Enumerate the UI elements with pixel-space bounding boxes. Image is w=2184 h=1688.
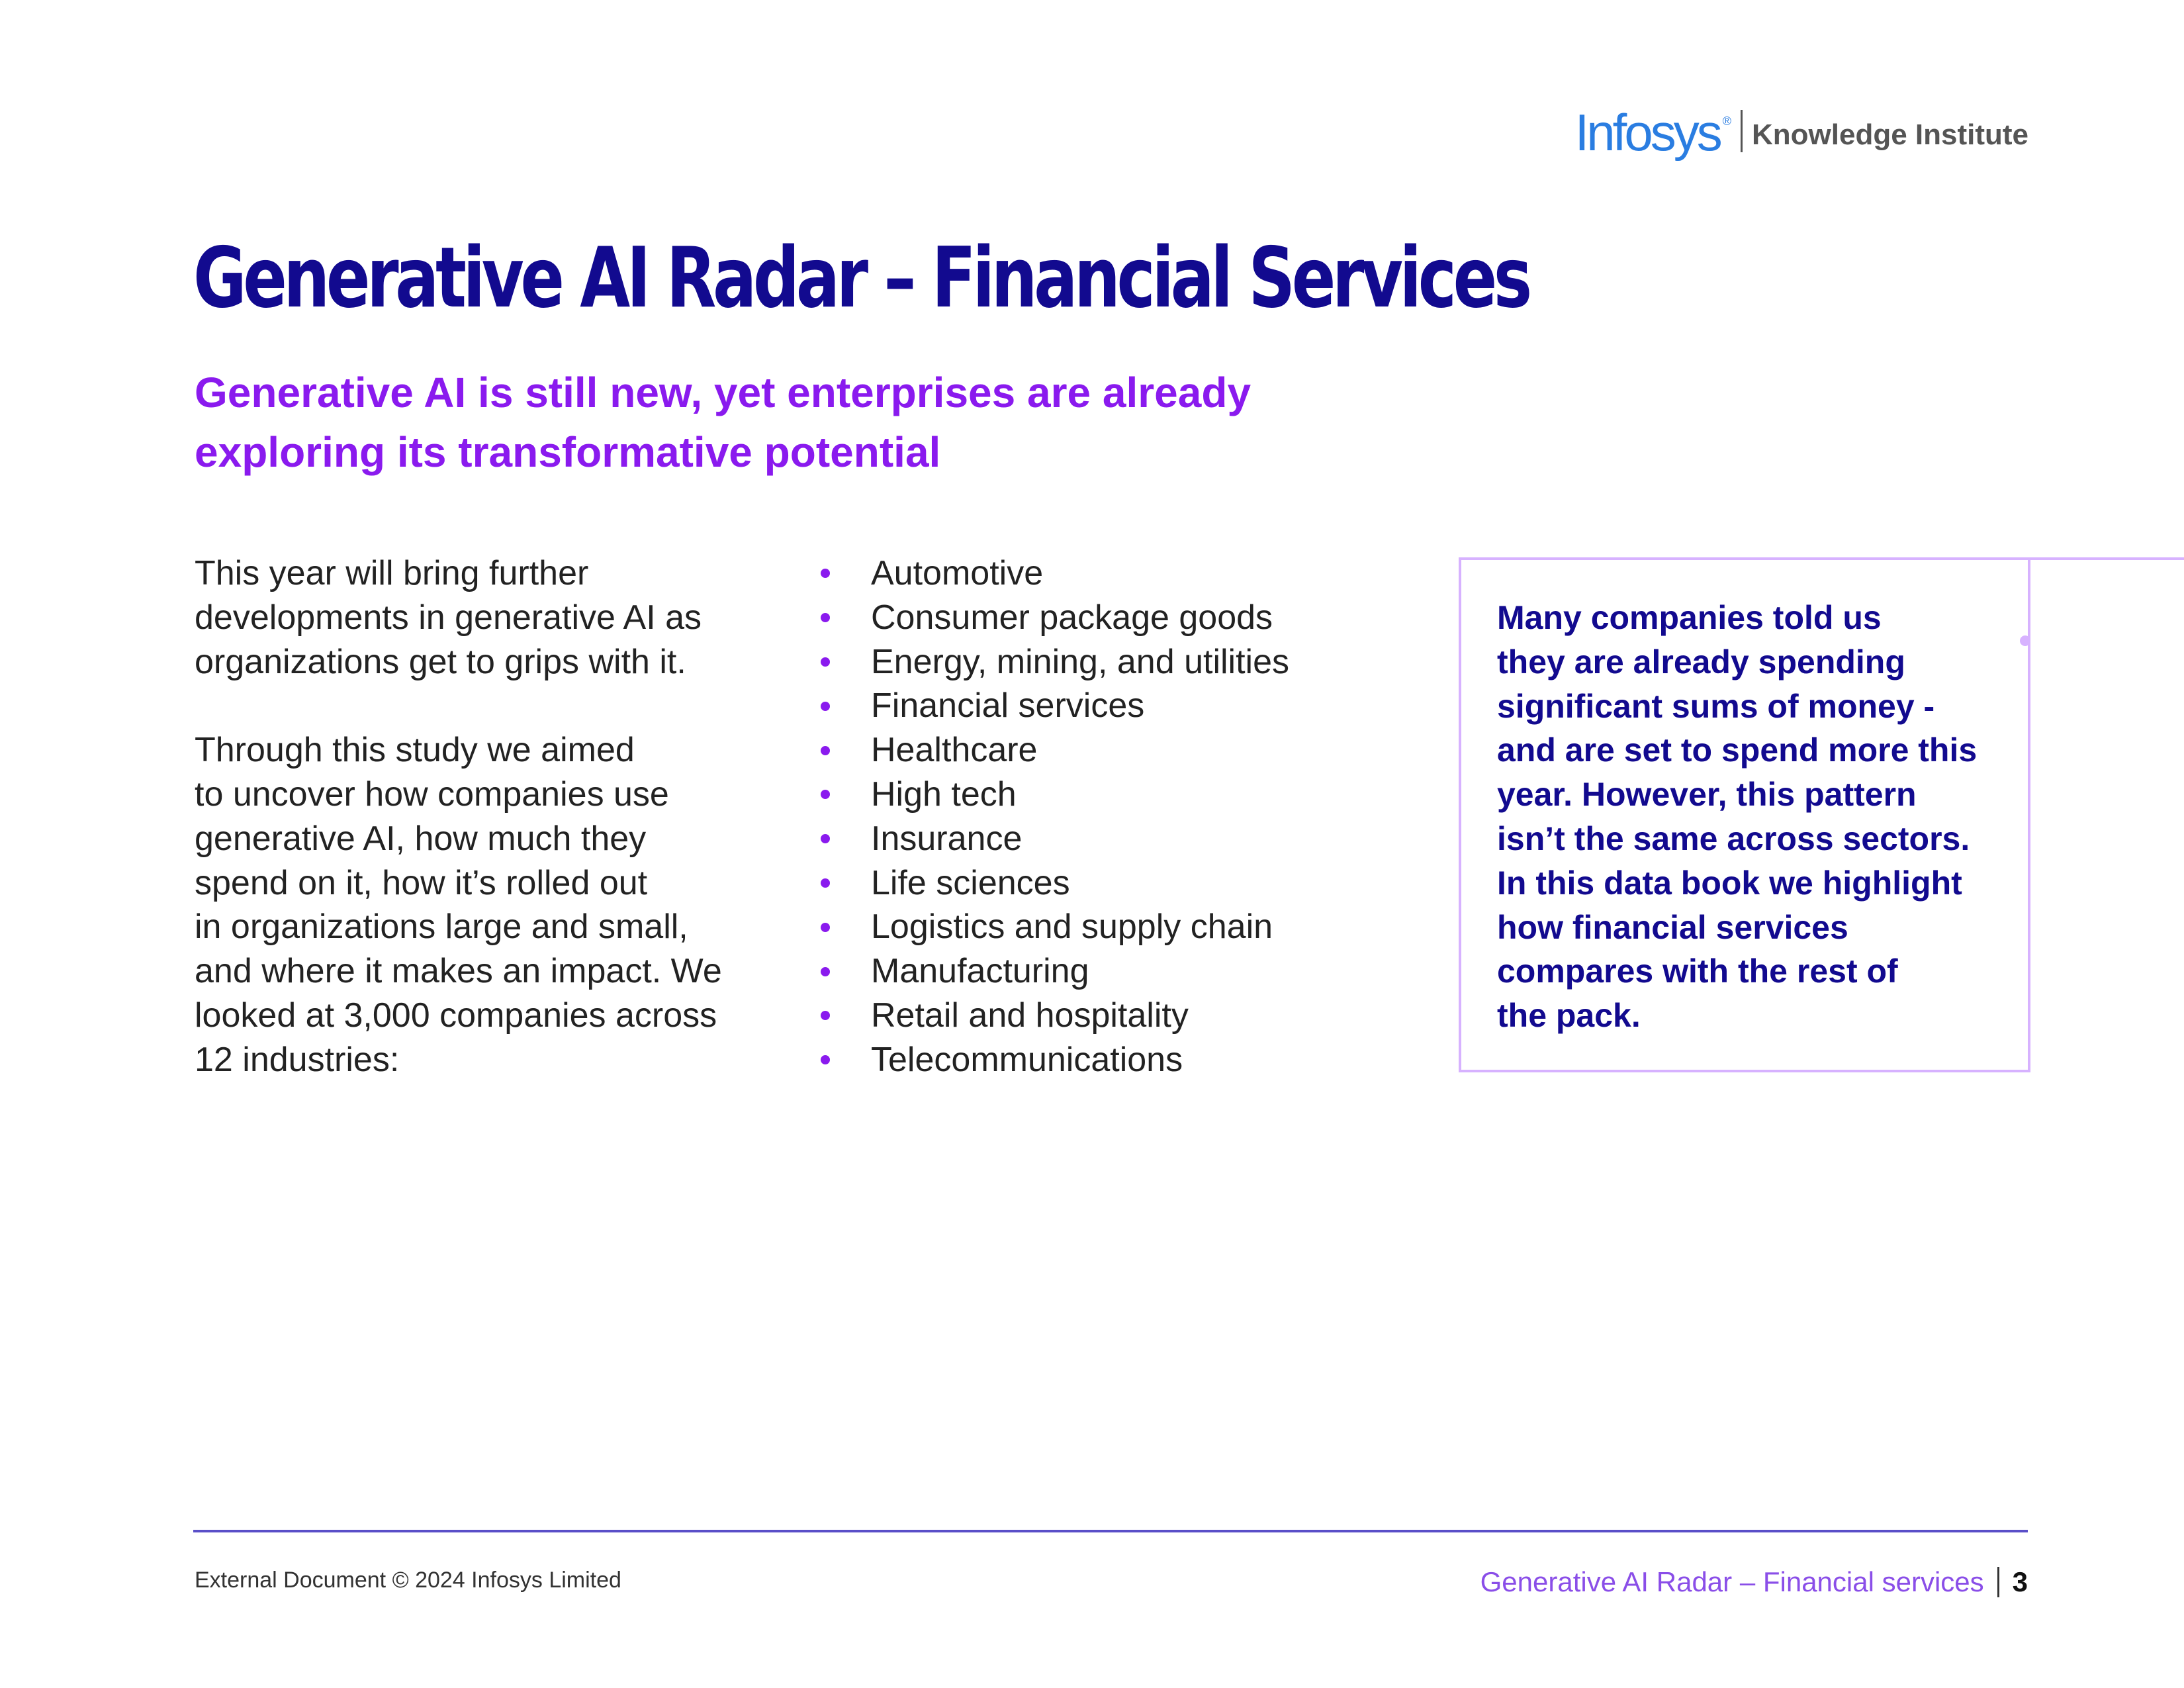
footer-separator: [1997, 1567, 1999, 1597]
logo-subtitle: Knowledge Institute: [1752, 118, 2028, 151]
list-item: [821, 994, 1289, 1038]
list-item: [821, 905, 1289, 949]
list-item: [821, 773, 1289, 817]
bullet-icon: [821, 878, 830, 888]
infosys-logo: [1574, 99, 2028, 162]
list-item: [821, 640, 1289, 684]
industry-label: Energy, mining, and utilities: [871, 642, 1290, 681]
industry-label: Life sciences: [871, 863, 1070, 902]
intro-text: [195, 551, 777, 1126]
industry-label: Manufacturing: [871, 952, 1089, 991]
list-item: [821, 949, 1289, 994]
footer-divider: [193, 1530, 2028, 1532]
bullet-icon: [821, 790, 830, 799]
logo-separator: [1741, 110, 1743, 152]
logo-brand: Infosys: [1574, 103, 1720, 162]
bullet-icon: [821, 923, 830, 932]
industry-list: [821, 551, 1289, 1082]
bullet-icon: [821, 967, 830, 976]
bullet-icon: [821, 1055, 830, 1064]
subtitle-text: Generative AI is still new, yet enterprises are already exploring its transformative potential: [195, 369, 1251, 476]
industry-label: Automotive: [871, 554, 1044, 592]
list-item: [821, 728, 1289, 773]
bullet-icon: [821, 834, 830, 843]
page-title: Generative AI Radar – Financial Services: [193, 229, 1529, 326]
footer-copyright: External Document © 2024 Infosys Limited: [195, 1568, 621, 1593]
page-number: 3: [2012, 1566, 2028, 1597]
industry-label: Logistics and supply chain: [871, 908, 1273, 947]
industry-label: Healthcare: [871, 731, 1038, 770]
logo-registered-mark: ®: [1722, 115, 1731, 128]
callout-text: Many companies told us they are already spending significant sums of money - and are set to spend more this year. However, this pattern isn’t the same across sectors. In this data book we highlight how financial services compares with the rest of the pack.: [1497, 599, 1978, 1035]
bullet-icon: [821, 746, 830, 755]
bullet-icon: [821, 1011, 830, 1020]
industry-label: Financial services: [871, 686, 1145, 726]
bullet-icon: [821, 657, 830, 667]
list-item: [821, 817, 1289, 861]
callout-border-extension: [2028, 557, 2184, 560]
industry-label: Consumer package goods: [871, 598, 1273, 637]
industry-label: Retail and hospitality: [871, 996, 1189, 1035]
intro-paragraph-1: This year will bring further developments in generative AI as organizations get to grips with it.: [195, 554, 702, 681]
list-item: [821, 596, 1289, 640]
intro-paragraph-2: Through this study we aimed to uncover how companies use generative AI, how much they spend on it, how it’s rolled out in organizations large and small, and where it makes an impact. We looked at 3,000 companies across 12 industries:: [195, 731, 722, 1079]
list-item: [821, 684, 1289, 728]
industry-label: Telecommunications: [871, 1040, 1183, 1079]
list-item: [821, 551, 1289, 596]
list-item: [821, 861, 1289, 906]
bullet-icon: [821, 569, 830, 578]
bullet-icon: [821, 613, 830, 622]
industry-label: High tech: [871, 774, 1017, 814]
footer-document-title: Generative AI Radar – Financial services: [1480, 1566, 1984, 1597]
page-subtitle: [195, 363, 1386, 482]
list-item: [821, 1038, 1289, 1082]
bullet-icon: [821, 702, 830, 711]
callout-dot-icon: [2020, 635, 2030, 646]
footer-page-info: [1480, 1566, 2028, 1598]
industry-label: Insurance: [871, 819, 1023, 858]
